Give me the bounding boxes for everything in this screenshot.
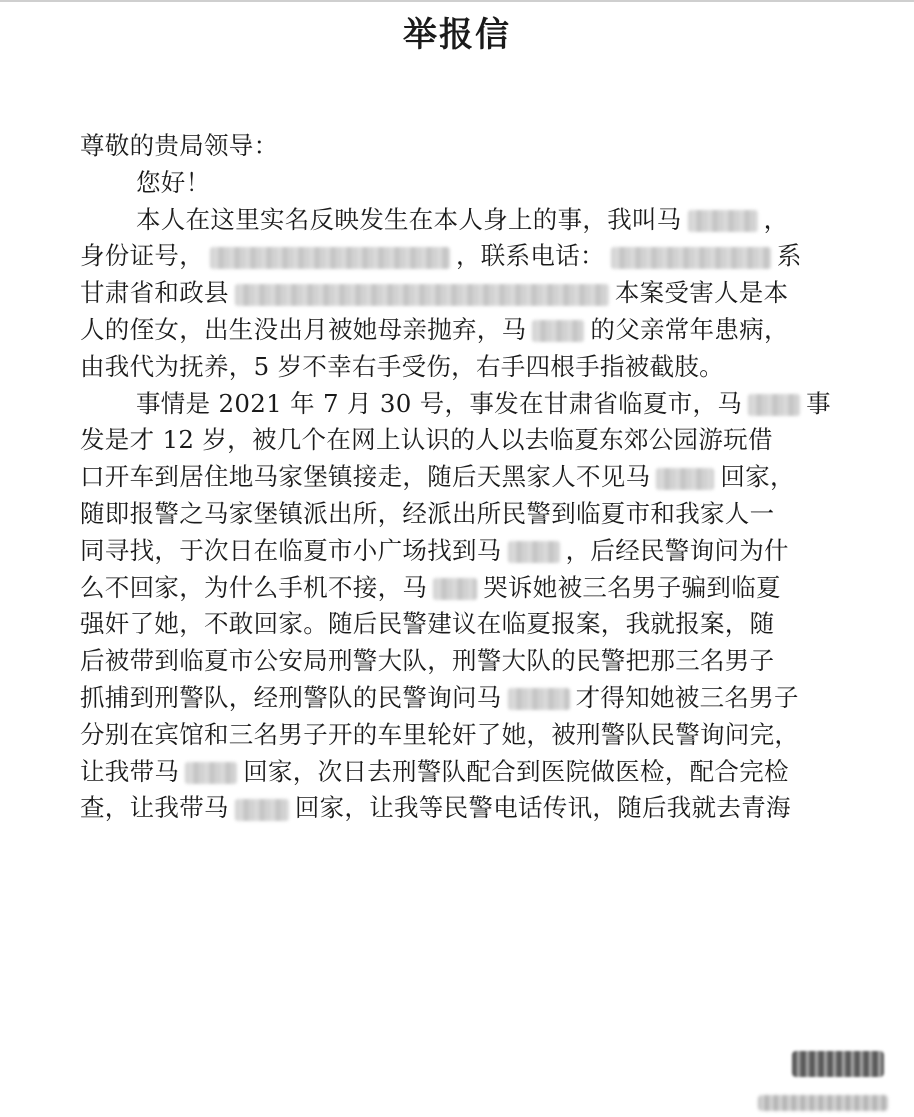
watermark-logo: [792, 1051, 884, 1077]
body-line: 强奸了她，不敢回家。随后民警建议在临夏报案，我就报案，随: [80, 609, 775, 639]
body-line: 由我代为抚养，5 岁不幸右手受伤，右手四根手指被截肢。: [80, 351, 724, 381]
watermark-text: [758, 1095, 888, 1111]
redacted-id-number: [210, 247, 450, 269]
top-border: [0, 0, 914, 2]
body-line: 后被带到临夏市公安局刑警大队，刑警大队的民警把那三名男子: [80, 646, 775, 676]
redacted-name: [656, 468, 714, 490]
body-line: 身份证号， ，联系电话： 系: [80, 241, 802, 271]
redacted-phone: [611, 247, 771, 269]
redacted-name: [235, 799, 289, 821]
redacted-name: [433, 578, 477, 600]
body-line: 分别在宾馆和三名男子开的车里轮奸了她，被刑警队民警询问完，: [80, 719, 800, 749]
body-line: 事情是 2021 年 7 月 30 号，事发在甘肃省临夏市，马 事: [136, 388, 831, 418]
body-line: 本人在这里实名反映发生在本人身上的事，我叫马 ，: [136, 204, 789, 234]
body-line: 甘肃省和政县 本案受害人是本: [80, 278, 789, 308]
redacted-name: [688, 210, 758, 232]
redacted-address: [235, 284, 609, 306]
body-line: 让我带马 回家，次日去刑警队配合到医院做医检，配合完检: [80, 756, 789, 786]
body-line: 么不回家，为什么手机不接，马 哭诉她被三名男子骗到临夏: [80, 572, 781, 602]
body-line: 人的侄女，出生没出月被她母亲抛弃，马 的父亲常年患病，: [80, 314, 789, 344]
redacted-name: [532, 320, 584, 342]
redacted-name: [185, 762, 237, 784]
greeting: 您好！: [136, 167, 211, 197]
letter-body: [80, 128, 860, 827]
body-line: 随即报警之马家堡镇派出所，经派出所民警到临夏市和我家人一: [80, 498, 775, 528]
body-line: 抓捕到刑警队，经刑警队的民警询问马 才得知她被三名男子: [80, 682, 799, 712]
salutation: 尊敬的贵局领导：: [80, 131, 279, 160]
body-line: 口开车到居住地马家堡镇接走，随后天黑家人不见马 回家，: [80, 462, 795, 492]
redacted-name: [748, 394, 800, 416]
body-line: 查，让我带马 回家，让我等民警电话传讯，随后我就去青海: [80, 793, 791, 823]
redacted-name: [508, 541, 560, 563]
body-line: 发是才 12 岁，被几个在网上认识的人以去临夏东郊公园游玩借: [80, 425, 773, 455]
redacted-name: [508, 688, 570, 710]
body-line: 同寻找，于次日在临夏市小广场找到马 ，后经民警询问为什: [80, 535, 789, 565]
document-title: 举报信: [403, 15, 511, 55]
